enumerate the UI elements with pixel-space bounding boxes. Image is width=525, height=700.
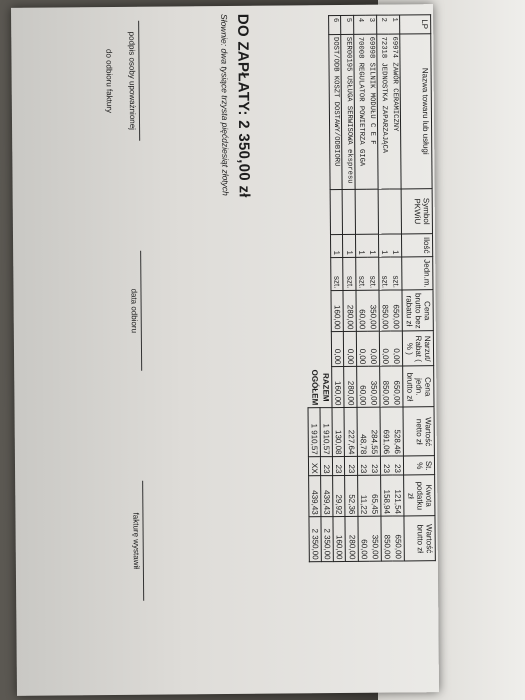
row-discount: 0,00 [356, 332, 368, 367]
razem-net: 1 910,57 [320, 408, 333, 457]
row-unit-price: 60,00 [356, 367, 368, 408]
row-discount: 0,00 [391, 331, 403, 366]
table-header-row [400, 15, 435, 562]
row-name: DOST/ODB KOSZT DOSTAWY/ODBIORU [329, 34, 343, 189]
row-unit: szt. [355, 257, 367, 291]
row-unit-price: 350,00 [368, 367, 380, 408]
ogolem-rate: XX [308, 457, 320, 476]
row-price: 350,00 [367, 291, 379, 332]
row-qty: 1 [390, 234, 402, 257]
row-vat: 11,22 [357, 476, 369, 517]
row-symbol [330, 189, 343, 234]
row-vat: 158,94 [381, 476, 393, 517]
signature-line-date [140, 251, 142, 371]
row-unit-price: 160,00 [332, 367, 345, 408]
row-symbol [355, 189, 367, 234]
col-header-discount: Narzut/ Rabat ( % ) [403, 331, 434, 366]
row-rate: 23 [369, 457, 381, 476]
row-rate: 23 [392, 456, 404, 475]
row-lp: 6 [329, 15, 341, 34]
ogolem-gross: 2 350,00 [309, 517, 322, 562]
row-price: 60,00 [356, 291, 368, 332]
row-lp: 4 [353, 15, 365, 34]
row-net: 528,46 [392, 407, 404, 456]
row-name: 69998 SILNIK MODUŁU C E F [365, 34, 378, 189]
row-symbol [343, 189, 356, 234]
row-discount: 0,00 [368, 332, 380, 367]
invoice-items-table [304, 14, 436, 563]
row-price: 280,00 [343, 291, 356, 332]
row-name: 72318 JEDNOSTKA ZAPARZAJĄCA [377, 34, 390, 189]
row-net: 691,06 [380, 408, 392, 457]
ogolem-label: OGÓŁEM [309, 369, 320, 406]
row-unit: szt. [379, 257, 391, 291]
row-gross: 650,00 [393, 516, 405, 561]
ogolem-net: 1 910,57 [308, 408, 321, 457]
row-rate: 23 [345, 457, 357, 476]
row-gross: 160,00 [333, 517, 346, 562]
row-gross: 280,00 [345, 517, 358, 562]
row-symbol [378, 189, 390, 234]
signature-label-date: data odbioru [129, 288, 139, 334]
razem-gross: 2 350,00 [321, 517, 334, 562]
row-vat: 121,54 [392, 475, 404, 516]
row-price: 160,00 [331, 291, 344, 332]
row-qty: 1 [367, 234, 379, 257]
col-header-vat-rate: St. % [404, 456, 435, 475]
invoice-sheet-rotated [27, 8, 445, 692]
signature-label-line2: do odbioru faktury [104, 48, 114, 114]
invoice-paper [11, 4, 439, 696]
row-unit-price: 850,00 [380, 367, 392, 408]
row-qty: 1 [355, 234, 367, 257]
signature-label-line1: podpis osoby upoważnionej [127, 31, 138, 130]
row-gross: 60,00 [358, 517, 370, 562]
row-net: 284,55 [368, 408, 380, 457]
row-discount: 0,00 [332, 332, 344, 367]
row-qty: 1 [331, 234, 343, 257]
col-header-lp: LP [400, 15, 431, 34]
amount-in-words: Słownie: dwa tysiące trzysta pięćdziesiąt złotych [219, 13, 231, 196]
col-header-symbol: Symbol PKWiU [402, 189, 433, 234]
signature-label-recipient [104, 21, 137, 141]
row-symbol [390, 189, 402, 234]
row-price: 650,00 [391, 290, 403, 331]
row-lp: 2 [377, 15, 389, 34]
row-unit: szt. [367, 257, 379, 291]
row-unit-price: 280,00 [344, 367, 357, 408]
col-header-price-gross: Cena brutto bez rabatu zł [402, 290, 433, 331]
row-unit: szt. [343, 257, 355, 291]
signature-label-issuer: fakturę wystawił [131, 512, 141, 570]
col-header-unit-price: Cena jedn. brutto zł [403, 366, 434, 407]
row-unit-price: 650,00 [391, 366, 403, 407]
col-header-net-value: Wartość netto zł [403, 407, 434, 456]
row-net: 48,78 [357, 408, 369, 457]
row-unit: szt. [390, 257, 402, 291]
row-net: 227,64 [345, 408, 358, 457]
row-rate: 23 [333, 457, 345, 476]
row-name: 70008 REGULATOR POWIETRZA GIGA [353, 34, 366, 189]
row-symbol [366, 189, 378, 234]
col-header-qty: Ilość [402, 234, 433, 257]
row-qty: 1 [343, 234, 355, 257]
razem-rate: 23 [321, 457, 333, 476]
row-qty: 1 [379, 234, 391, 257]
signature-line-recipient [138, 21, 140, 141]
col-header-unit: Jedn.m. [402, 257, 433, 291]
col-header-name: Nazwa towaru lub usługi [400, 34, 432, 189]
row-gross: 850,00 [381, 517, 393, 562]
razem-vat: 439,43 [321, 476, 334, 517]
row-net: 130,08 [332, 408, 345, 457]
row-discount: 0,00 [344, 332, 356, 367]
row-rate: 23 [357, 457, 369, 476]
row-lp: 5 [341, 15, 353, 34]
row-vat: 29,92 [333, 476, 346, 517]
signature-line-issuer [142, 481, 144, 601]
row-rate: 23 [380, 457, 392, 476]
row-name: 69974 ZAWÓR CERAMICZNY [388, 34, 401, 189]
row-discount: 0,00 [379, 332, 391, 367]
col-header-gross-value: Wartość brutto zł [404, 516, 435, 561]
row-price: 850,00 [379, 291, 391, 332]
razem-label: RAZEM [321, 373, 331, 402]
ogolem-vat: 439,43 [309, 476, 322, 517]
row-unit: szt. [331, 257, 343, 291]
row-gross: 350,00 [369, 517, 381, 562]
row-vat: 52,36 [345, 476, 358, 517]
col-header-vat-amount: Kwota podatku zł [404, 475, 435, 516]
row-lp: 1 [388, 15, 400, 34]
row-name: SER00195 USŁUGA SERWISOWA ekspresu [341, 34, 355, 189]
amount-due: DO ZAPŁATY: 2 350,00 zł [234, 13, 253, 198]
row-vat: 65,45 [369, 476, 381, 517]
row-lp: 3 [365, 15, 377, 34]
